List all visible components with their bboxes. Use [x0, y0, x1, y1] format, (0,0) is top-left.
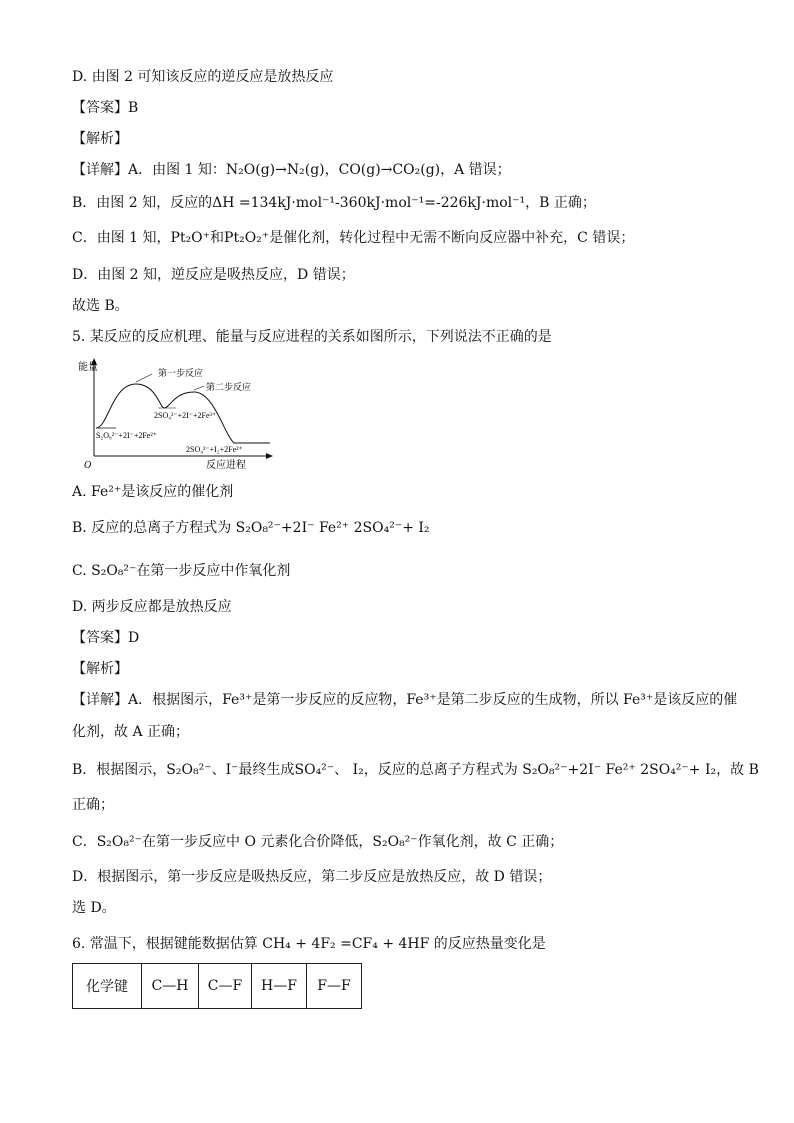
step1-label: 第一步反应	[158, 368, 204, 378]
option-b-q5: B. 反应的总离子方程式为 S₂O₈²⁻+2I⁻ Fe²⁺ 2SO₄²⁻+ I₂	[72, 520, 430, 536]
explanation-b-q5-line2: 正确；	[72, 797, 114, 813]
explanation-a-q5-line1: 【详解】A．根据图示，Fe³⁺是第一步反应的反应物，Fe³⁺是第二步反应的生成物，所以 Fe³⁺是该反应的催	[72, 692, 738, 708]
option-d-q4: D. 由图 2 可知该反应的逆反应是放热反应	[72, 69, 334, 85]
table-row	[73, 964, 362, 1009]
x-axis-arrow	[266, 453, 273, 459]
table-cell: H—F	[252, 964, 307, 1009]
products-label: 2SO₄²⁻+I₂+2Fe²⁺	[186, 445, 243, 454]
conclusion-q5: 选 D。	[72, 900, 116, 916]
option-a-q5: A. Fe²⁺是该反应的催化剂	[72, 484, 234, 500]
question-5-stem: 5. 某反应的反应机理、能量与反应进程的关系如图所示，下列说法不正确的是	[72, 329, 552, 345]
reactants-label: S₂O₈²⁻+2I⁻+2Fe²⁺	[96, 431, 157, 440]
table-cell: 化学键	[73, 964, 142, 1009]
step1-pointer	[136, 374, 152, 382]
table-cell: C—H	[142, 964, 199, 1009]
step2-pointer	[194, 386, 204, 390]
table-cell: C—F	[199, 964, 252, 1009]
answer-q5: 【答案】D	[72, 630, 140, 646]
explanation-b-q4: B．由图 2 知，反应的ΔH =134kJ·mol⁻¹-360kJ·mol⁻¹=-226kJ·mol⁻¹，B 正确；	[72, 195, 596, 211]
explanation-d-q4: D．由图 2 知，逆反应是吸热反应，D 错误；	[72, 267, 355, 283]
analysis-heading-q4: 【解析】	[72, 131, 128, 147]
answer-q4: 【答案】B	[72, 100, 139, 116]
explanation-a-q4: 【详解】A．由图 1 知：N₂O(g)→N₂(g)，CO(g)→CO₂(g)，A 错误；	[72, 162, 511, 178]
option-c-q5: C. S₂O₈²⁻在第一步反应中作氧化剂	[72, 563, 291, 579]
analysis-heading-q5: 【解析】	[72, 661, 128, 677]
origin-label: O	[84, 460, 92, 471]
step2-label: 第二步反应	[206, 382, 252, 392]
table-cell: F—F	[307, 964, 362, 1009]
conclusion-q4: 故选 B。	[72, 298, 129, 314]
energy-reaction-diagram	[74, 356, 274, 474]
explanation-b-q5-line1: B．根据图示，S₂O₈²⁻、I⁻最终生成SO₄²⁻、 I₂，反应的总离子方程式为 S₂O₈²⁻+2I⁻ Fe²⁺ 2SO₄²⁻+ I₂，故 B	[72, 762, 759, 778]
option-d-q5: D. 两步反应都是放热反应	[72, 599, 232, 615]
y-axis-label: 能量	[78, 362, 98, 373]
x-axis-label: 反应进程	[206, 460, 246, 471]
question-6-stem: 6. 常温下，根据键能数据估算 CH₄ + 4F₂ =CF₄ + 4HF 的反应热量变化是	[72, 936, 546, 952]
explanation-c-q4: C．由图 1 知，Pt₂O⁺和Pt₂O₂⁺是催化剂，转化过程中无需不断向反应器中补充，C 错误；	[72, 230, 635, 246]
explanation-a-q5-line2: 化剂，故 A 正确；	[72, 724, 190, 740]
explanation-d-q5: D．根据图示，第一步反应是吸热反应，第二步反应是放热反应，故 D 错误；	[72, 869, 552, 885]
bond-energy-table	[72, 963, 362, 1009]
intermediate-label: 2SO₄²⁻+2I⁻+2Fe³⁺	[154, 411, 217, 420]
explanation-c-q5: C．S₂O₈²⁻在第一步反应中 O 元素化合价降低，S₂O₈²⁻作氧化剂，故 C 正确；	[72, 834, 564, 850]
